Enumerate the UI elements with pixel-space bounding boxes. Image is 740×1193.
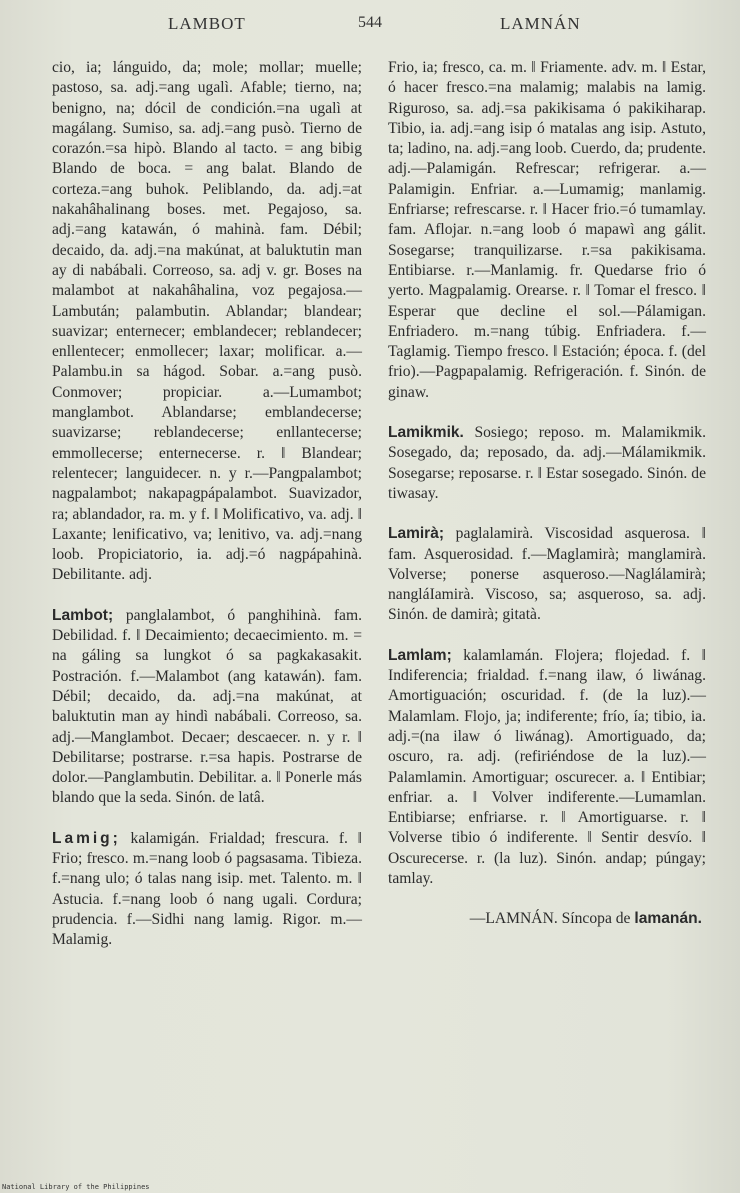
entry-lamig [52, 829, 362, 951]
entry-continuation [52, 58, 362, 586]
library-watermark: National Library of the Philippines [2, 1183, 150, 1191]
headword: Lamig; [52, 829, 121, 847]
headword: Lamikmik. [388, 424, 464, 442]
entry-text: paglalamirà. Viscosidad asquerosa. ‖ fam. Asquerosidad. f.—Maglamirà; manglamirà. Volverse; ponerse asqueroso.—Naglálamirà; nangláIamirà. Viscoso, sa; asqueroso, sa. adj. Sinón. de damirà; gitatà. [388, 525, 706, 624]
entry-text: cio, ia; lánguido, da; mole; mollar; muelle; pastoso, sa. adj.=ang ugalì. Afable; tierno, na; benigno, na; dócil de condición.=na ugalì at magálang. Sumiso, sa. adj.=ang pusò. Tierno de corazón.=sa hipò. Blando al tacto. = ang bibig Blando de boca. = ang balat. Blando de corteza.=ang buhok. Peliblando, da. adj.=at nakahâhalinang boses. met. Pegajoso, sa. adj.=ang katawán, ó mahinà. fam. Débil; decaido, da. adj.=na makúnat, at baluktutin man ay di nabábali. Correoso, sa. adj v. gr. Boses na malambot at nakahâhalina, voz pegajosa.—Lambután; palambutin. Ablandar; blandear; suavizar; enternecer; emblandecer; reblandecer; enllentecer; enmollecer; laxar; molificar. a.—Palambu.in sa hágod. Sobar. a.=ang pusò. Conmover; propiciar. a.—Lumambot; manglambot. Ablandarse; emblandecerse; suavizarse; reblandecerse; enllantecerse; emmollecerse; enternecerse. r. ‖ Blandear; relentecer; languidecer. n. y r.—Pangpalambot; nagpalambot; nakapagpápalambot. Suavizador, ra; ablandador, ra. m. y f. ‖ Molificativo, va. adj. ‖ Laxante; lenificativo, va; lenitivo, va. adj.=nang loob. Propiciatorio, ia. adj.=ó nagpápahinà. Debilitante. adj. [52, 59, 362, 584]
running-head-right: LAMNÁN [500, 14, 581, 33]
headword: Lamirà; [388, 525, 444, 543]
headword: Lambot; [52, 606, 114, 624]
entry-lamnan [388, 909, 706, 929]
entry-lamikmik [388, 423, 706, 504]
running-head-left: LAMBOT [168, 14, 246, 33]
entry-text: Frio, ia; fresco, ca. m. ‖ Friamente. adv. m. ‖ Estar, ó hacer fresco.=na malamig; malabis na lamig. Riguroso, sa. adj.=sa pakikisama ó pakikiharap. Tibio, ia. adj.=ang isip ó matalas ang isip. Astuto, ta; ladino, na. adj.=ang loob. Cuerdo, da; prudente. adj.—Palamigán. Refrescar; refrigerar. a.—Palamigin. Enfriar. a.—Lumamig; manlamig. Enfriarse; refrescarse. r. ‖ Hacer frio.=ó tumamlay. fam. Aflojar. n.=ang loob ó mapawì ang gálit. Sosegarse; tranquilizarse. r.=sa pakikisama. Entibiarse. r.—Manlamig. fr. Quedarse frio ó yerto. Magpalamig. Orearse. r. ‖ Tomar el fresco. ‖ Esperar que decline el sol.—Pálamigan. Enfriadero. m.=nang túbig. Enfriadera. f.—Taglamig. Tiempo fresco. ‖ Estación; época. f. (del frio).—Pagpapalamig. Refrigeración. f. Sinón. de ginaw. [388, 59, 706, 401]
entry-text: panglalambot, ó panghihinà. fam. Debilidad. f. ‖ Decaimiento; decaecimiento. m. = na gáling sa lungkot ó sa pagkakasakit. Postración. f.—Malambot (ang katawán). fam. Débil; decaido, da. adj.=na makúnat, at baluktutin man ay hindì nabábali. Correoso, sa. adj.—Manglambot. Decaer; descaecer. n. y r. ‖ Debilitarse; postrarse. r.=sa hapis. Postrarse de dolor.—Panglambutin. Debilitar. a. ‖ Ponerle más blando que la seda. Sinón. de latâ. [52, 606, 362, 807]
entry-text: kalamigán. Frialdad; frescura. f. ‖ Frio; fresco. m.=nang loob ó pagsasama. Tibieza. f.=nang ulo; ó talas nang isip. met. Talento. m. ‖ Astucia. f.=nang loob ó nang ugali. Cordura; prudencia. f.—Sidhi nang lamig. Rigor. m.—Malamig. [52, 829, 362, 949]
entry-lamlam [388, 646, 706, 890]
right-column [388, 58, 706, 930]
entry-text: kalamlamán. Flojera; flojedad. f. ‖ Indiferencia; frialdad. f.=nang ilaw, ó liwánag. Amortiguación; oscuridad. f. (de la luz).—Malamlam. Flojo, ja; indiferente; frío, ía; tibio, ia. adj.=(na ilaw ó liwánag). Amortiguado, da; oscuro, ra. adj. (refiriéndose de la luz).—Palamlamin. Amortiguar; oscurecer. a. ‖ Entibiar; enfriar. a. ‖ Volver indiferente.—Lumamlan. Entibiarse; enfriarse. r. ‖ Amortiguarse. r. ‖ Volverse tibio ó indiferente. ‖ Sentir desvío. ‖ Oscurecerse. r. (la luz). Sinón. andap; púngay; tamlay. [388, 646, 706, 887]
headword: Lamlam; [388, 646, 452, 664]
left-column [52, 58, 362, 950]
entry-lamig-continued [388, 58, 706, 403]
entry-text: —LAMNÁN. Síncopa de [469, 910, 631, 928]
entry-lamira [388, 524, 706, 625]
entry-lambot [52, 606, 362, 809]
headword: lamanán. [634, 910, 702, 928]
entry-text: Sosiego; reposo. m. Malamikmik. Sosegado, da; reposado, da. adj.—Málamikmik. Sosegarse; reposarse. r. ‖ Estar sosegado. Sinón. de tiwasay. [388, 424, 706, 502]
page-number: 544 [358, 14, 382, 31]
